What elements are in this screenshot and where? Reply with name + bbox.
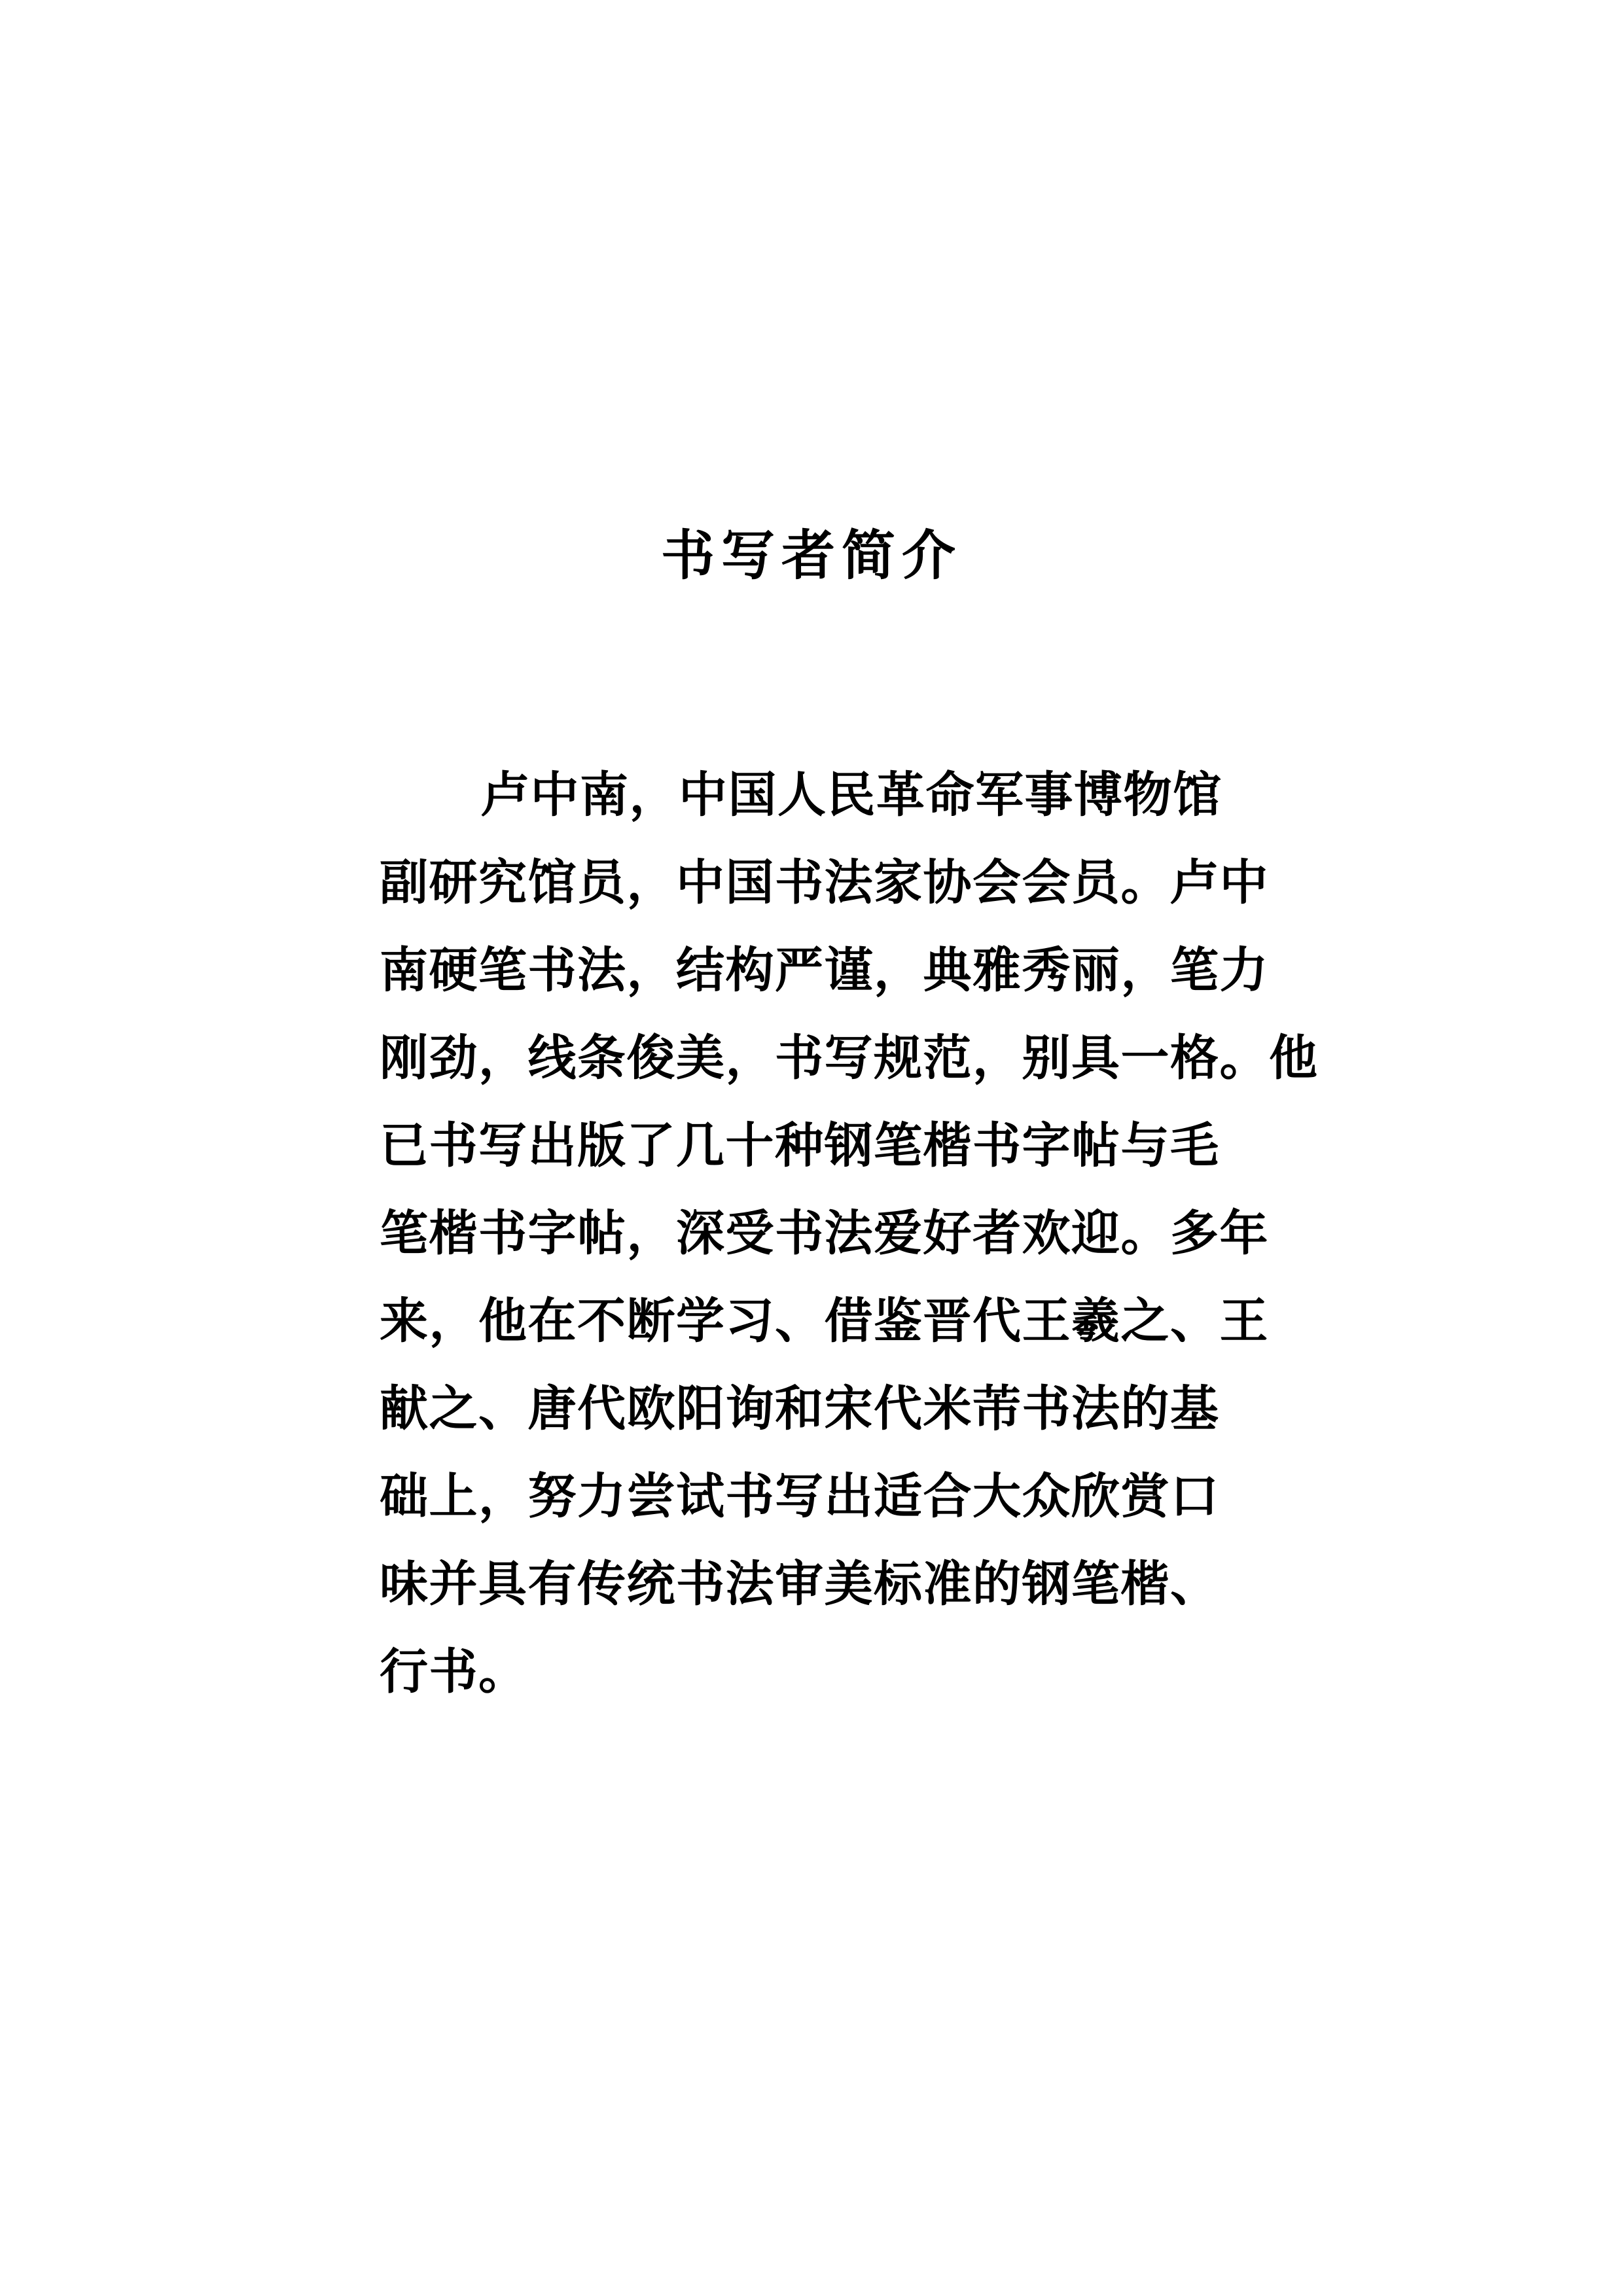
text-line: 味并具有传统书法审美标准的钢笔楷、 (380, 1556, 1220, 1612)
text-line: 来，他在不断学习、借鉴晋代王羲之、王 (380, 1293, 1269, 1349)
page-title: 书写者简介 (660, 525, 962, 587)
text-line: 献之、唐代欧阳询和宋代米芾书法的基 (380, 1381, 1220, 1437)
bio-paragraph (380, 751, 1319, 1716)
text-line: 行书。 (380, 1644, 528, 1700)
text-line: 笔楷书字帖，深受书法爱好者欢迎。多年 (380, 1205, 1269, 1262)
text-line: 已书写出版了几十种钢笔楷书字帖与毛 (380, 1118, 1220, 1174)
text-line: 刚劲，线条俊美，书写规范，别具一格。他 (380, 1030, 1319, 1086)
text-line: 副研究馆员，中国书法家协会会员。卢中 (380, 855, 1269, 911)
text-line: 南硬笔书法，结构严谨，典雅秀丽，笔力 (380, 942, 1269, 998)
text-line: 础上，努力尝试书写出适合大众欣赏口 (380, 1468, 1220, 1525)
text-line: 卢中南，中国人民革命军事博物馆 (481, 767, 1222, 823)
